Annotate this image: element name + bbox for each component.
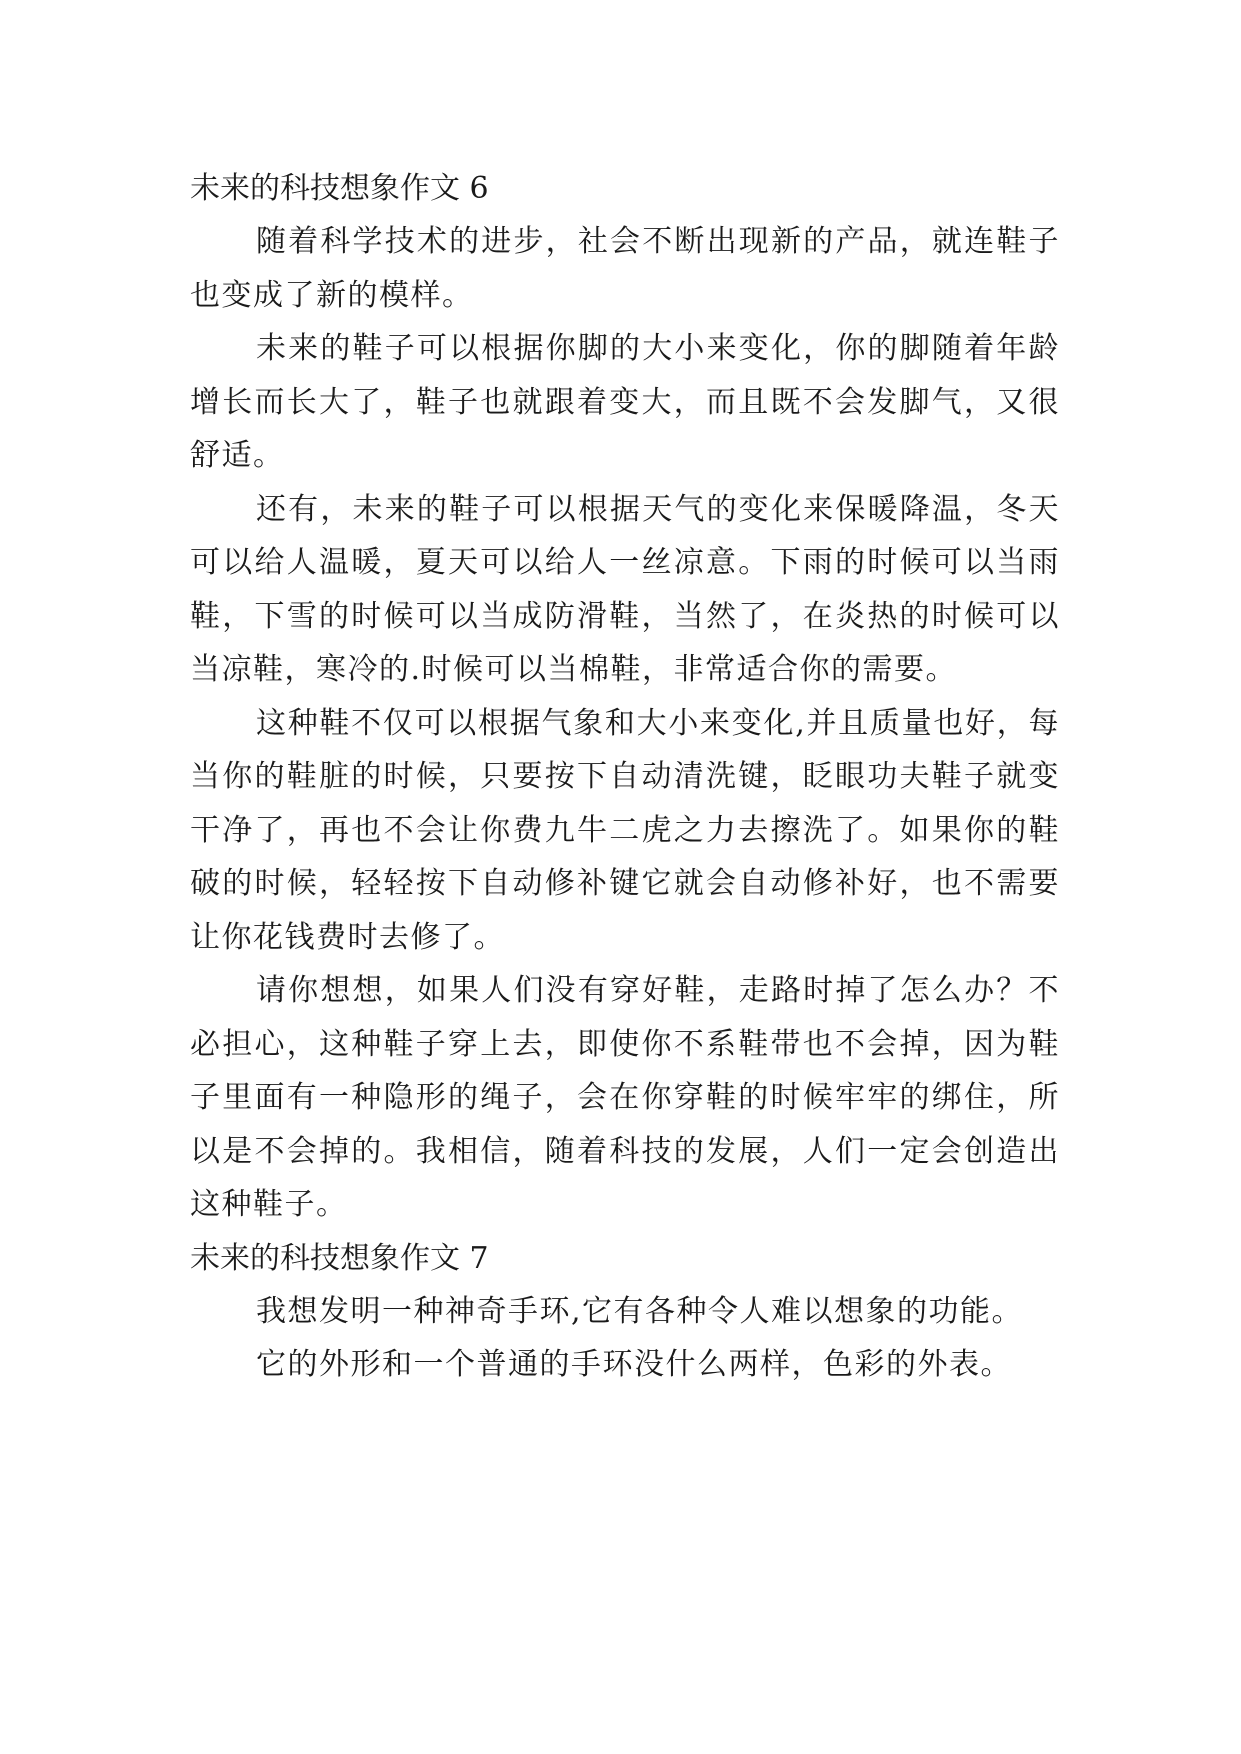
paragraph: 未来的鞋子可以根据你脚的大小来变化，你的脚随着年龄增长而长大了，鞋子也就跟着变大，而且既不会发脚气，又很舒适。 <box>190 331 1060 473</box>
essay-title-7: 未来的科技想象作文 7 <box>190 1240 489 1276</box>
paragraph: 它的外形和一个普通的手环没什么两样，色彩的外表。 <box>256 1347 1012 1382</box>
paragraph: 请你想想，如果人们没有穿好鞋，走路时掉了怎么办？不必担心，这种鞋子穿上去，即使你不系鞋带也不会掉，因为鞋子里面有一种隐形的绳子，会在你穿鞋的时候牢牢的绑住，所以是不会掉的。我相信，随着科技的发展，人们一定会创造出这种鞋子。 <box>190 973 1060 1222</box>
paragraph: 这种鞋不仅可以根据气象和大小来变化,并且质量也好，每当你的鞋脏的时候，只要按下自动清洗键，眨眼功夫鞋子就变干净了，再也不会让你费九牛二虎之力去擦洗了。如果你的鞋破的时候，轻轻按下自动修补键它就会自动修补好，也不需要让你花钱费时去修了。 <box>190 705 1060 955</box>
essay-title-6: 未来的科技想象作文 6 <box>190 171 489 206</box>
paragraph: 随着科学技术的进步，社会不断出现新的产品，就连鞋子也变成了新的模样。 <box>190 224 1060 313</box>
paragraph: 还有，未来的鞋子可以根据天气的变化来保暖降温，冬天可以给人温暖，夏天可以给人一丝凉意。下雨的时候可以当雨鞋，下雪的时候可以当成防滑鞋，当然了，在炎热的时候可以当凉鞋，寒冷的.时候可以当棉鞋，非常适合你的需要。 <box>190 491 1060 687</box>
paragraph: 我想发明一种神奇手环,它有各种令人难以想象的功能。 <box>256 1293 1024 1329</box>
essay-content <box>190 162 1060 1392</box>
